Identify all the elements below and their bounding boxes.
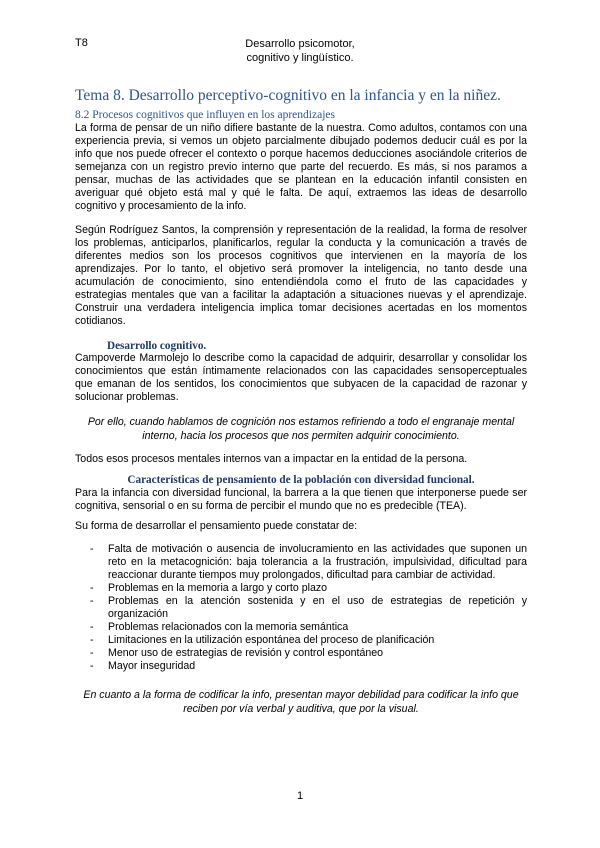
paragraph-1: La forma de pensar de un niño difiere bastante de la nuestra. Como adultos, contamos con una experiencia previa, si vemos un objeto parcialmente dibujado podemos deducir cuál es por la info que nos puede ofrecer el contexto o porque hacemos deducciones asociándole criterios de semejanza con un registro previo interno que parte del recuerdo. Es más, si nos paramos a pensar, muchas de las actividades que se plantean en la educación infantil consisten en averiguar qué objeto está mal y qué le falta. De aquí, extraemos las ideas de desarrollo cognitivo y procesamiento de la info.	[75, 122, 527, 212]
paragraph-3: Campoverde Marmolejo lo describe como la capacidad de adquirir, desarrollar y consolidar los conocimientos que están íntimamente relacionados con las capacidades sensoperceptuales que emanan de los sentidos, los conocimientos que subyacen de la capacidad de razonar y solucionar problemas.	[75, 352, 527, 403]
page-title: Tema 8. Desarrollo perceptivo-cognitivo en la infancia y en la niñez.	[75, 87, 501, 104]
heading-caracteristicas: Características de pensamiento de la población con diversidad funcional.	[127, 474, 475, 486]
closing-note: En cuanto a la forma de codificar la info, presentan mayor debilidad para codificar la info que reciben por vía verbal y auditiva, que por la visual.	[83, 689, 519, 715]
list-item: - Menor uso de estrategias de revisión y control espontáneo	[90, 647, 527, 660]
characteristics-list	[90, 543, 527, 673]
paragraph-4: Todos esos procesos mentales internos van a impactar en la entidad de la persona.	[75, 453, 468, 465]
list-item: - Limitaciones en la utilización espontánea del proceso de planificación	[90, 634, 527, 647]
paragraph-6: Su forma de desarrollar el pensamiento puede constatar de:	[75, 520, 358, 532]
italic-quote: Por ello, cuando hablamos de cognición nos estamos refiriendo a todo el engranaje mental interno, hacia los procesos que nos permiten adquirir conocimiento.	[87, 416, 515, 442]
section-subtitle: 8.2 Procesos cognitivos que influyen en los aprendizajes	[75, 109, 335, 121]
paragraph-5: Para la infancia con diversidad funcional, la barrera a la que tienen que interponerse puede ser cognitiva, sensorial o en su forma de percibir el mundo que no es predecible (TEA).	[75, 487, 527, 512]
header-subject-line2: cognitivo y lingüístico.	[246, 52, 354, 64]
heading-desarrollo-cognitivo: Desarrollo cognitivo.	[107, 340, 207, 352]
header-topic-code: T8	[75, 37, 88, 49]
list-item: - Problemas relacionados con la memoria semántica	[90, 621, 527, 634]
paragraph-2: Según Rodríguez Santos, la comprensión y representación de la realidad, la forma de resolver los problemas, anticiparlos, planificarlos, regular la conducta y la comunicación a través de diferentes medios son los procesos cognitivos que intervienen en la mayoría de los aprendizajes. Por lo tanto, el objetivo será promover la inteligencia, no tanto desde una acumulación de conocimiento, sino entendiéndola como el fruto de las capacidades y estrategias mentales que van a facilitar la adaptación a situaciones nuevas y el aprendizaje. Construir una verdadera inteligencia implica tomar decisiones acertadas en los momentos cotidianos.	[75, 224, 527, 327]
list-item: - Problemas en la atención sostenida y en el uso de estrategias de repetición y organización	[90, 595, 527, 621]
page-number: 1	[296, 790, 304, 802]
list-item: - Mayor inseguridad	[90, 660, 527, 673]
list-item: - Problemas en la memoria a largo y corto plazo	[90, 582, 527, 595]
list-item: - Falta de motivación o ausencia de involucramiento en las actividades que suponen un reto en la metacognición: baja tolerancia a la frustración, impulsividad, dificultad para reaccionar durante tiempos muy prolongados, dificultad para cambiar de actividad.	[90, 543, 527, 582]
header-subject	[200, 37, 400, 65]
header-subject-line1: Desarrollo psicomotor,	[245, 38, 355, 50]
